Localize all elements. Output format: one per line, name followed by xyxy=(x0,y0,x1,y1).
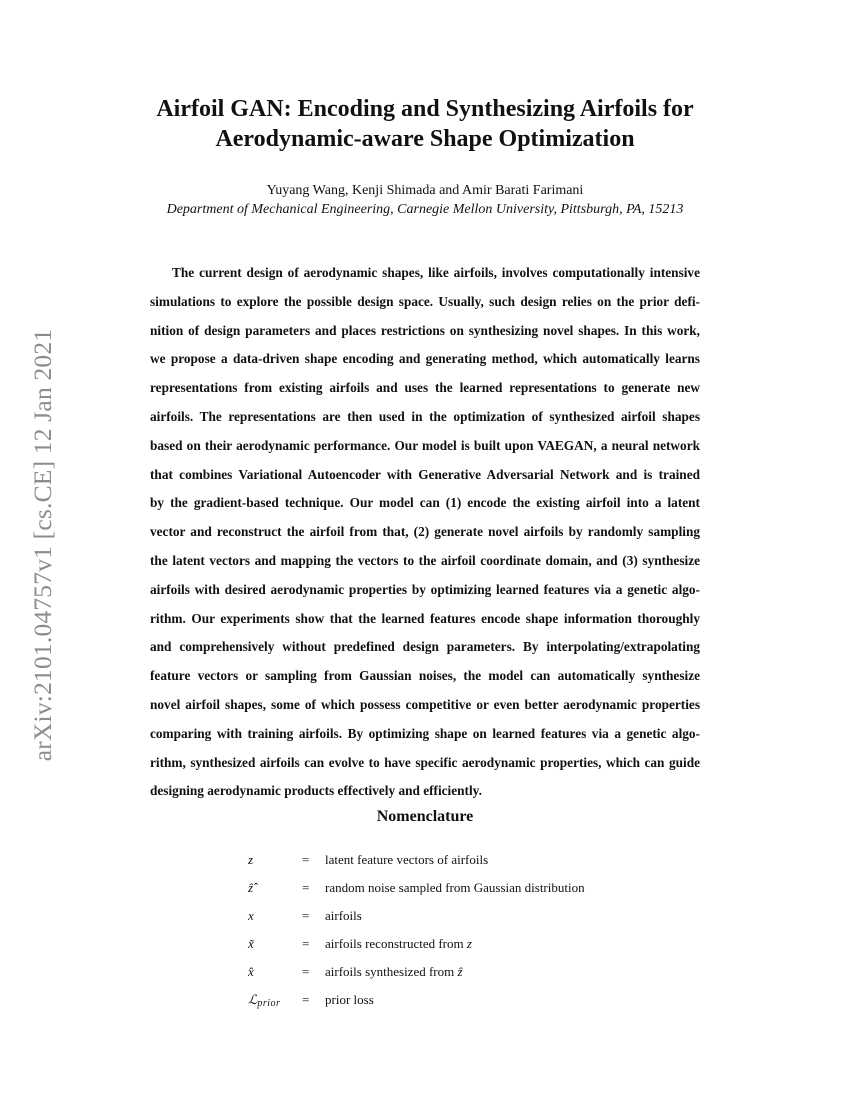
equals-sign: = xyxy=(302,852,310,867)
abstract-line: nition of design parameters and places restrictions on synthesizing novel shapes. In this work, xyxy=(150,322,700,338)
nomenclature-row xyxy=(248,879,668,907)
abstract-line: designing aerodynamic products effectively and efficiently. xyxy=(150,783,482,799)
arxiv-identifier: arXiv:2101.04757v1 [cs.CE] 12 Jan 2021 xyxy=(28,328,57,762)
abstract-line: comparing with training airfoils. By optimizing shape on learned features via a genetic algo- xyxy=(150,725,700,741)
nomenclature-description: latent feature vectors of airfoils xyxy=(325,852,489,867)
abstract xyxy=(150,259,700,806)
equals-sign: = xyxy=(302,964,310,979)
nomenclature-description: random noise sampled from Gaussian distribution xyxy=(325,880,585,895)
nomenclature-table xyxy=(248,851,668,1019)
affiliation: Department of Mechanical Engineering, Carnegie Mellon University, Pittsburgh, PA, 15213 xyxy=(166,202,684,217)
abstract-line: based on their aerodynamic performance. Our model is built upon VAEGAN, a neural network xyxy=(150,437,700,453)
title-line-1: Airfoil GAN: Encoding and Synthesizing Airfoils for xyxy=(156,96,694,122)
equals-sign: = xyxy=(302,908,310,923)
abstract-line: rithm. Our experiments show that the learned features encode shape information thoroughly xyxy=(150,610,700,626)
nomenclature-symbol: ẑ̂ xyxy=(248,880,254,895)
nomenclature-description: prior loss xyxy=(325,992,374,1007)
abstract-line: The current design of aerodynamic shapes, like airfoils, involves computationally intensive xyxy=(172,265,700,280)
nomenclature-row xyxy=(248,851,668,879)
nomenclature-description xyxy=(325,963,463,981)
nomenclature-description: airfoils xyxy=(325,908,362,923)
abstract-line: vector and reconstruct the airfoil from that, (2) generate novel airfoils by randomly sampling xyxy=(150,524,700,540)
description-variable: ẑ xyxy=(457,964,463,979)
description-text: airfoils reconstructed from xyxy=(325,936,464,951)
abstract-line: the latent vectors and mapping the vectors to the airfoil coordinate domain, and (3) synthesize xyxy=(150,552,700,568)
abstract-line: airfoils. The representations are then used in the optimization of synthesized airfoil shapes xyxy=(150,408,700,424)
author-list: Yuyang Wang, Kenji Shimada and Amir Barati Farimani xyxy=(266,183,584,198)
abstract-line: novel airfoil shapes, some of which possess competitive or even better aerodynamic properties xyxy=(150,696,700,712)
abstract-line: we propose a data-driven shape encoding and generating method, which automatically learns xyxy=(150,351,700,367)
nomenclature-symbol xyxy=(248,991,280,1013)
title-line-2: Aerodynamic-aware Shape Optimization xyxy=(215,126,635,152)
abstract-line: rithm, synthesized airfoils can evolve to have specific aerodynamic properties, which can guide xyxy=(150,754,700,770)
paper-title xyxy=(100,94,750,154)
nomenclature-heading: Nomenclature xyxy=(376,808,474,825)
abstract-line: feature vectors or sampling from Gaussian noises, the model can automatically synthesize xyxy=(150,668,700,684)
abstract-line: and comprehensively without predefined design parameters. By interpolating/extrapolating xyxy=(150,639,700,655)
equals-sign: = xyxy=(302,992,310,1007)
nomenclature-symbol: x xyxy=(248,908,254,923)
nomenclature-row xyxy=(248,935,668,963)
nomenclature-row xyxy=(248,991,668,1019)
nomenclature-row xyxy=(248,907,668,935)
nomenclature-description xyxy=(325,935,472,953)
equals-sign: = xyxy=(302,880,310,895)
nomenclature-symbol: x̂ xyxy=(248,964,254,979)
nomenclature-symbol: x̃ xyxy=(248,936,254,951)
abstract-line: airfoils with desired aerodynamic properties by optimizing learned features via a genetic algo- xyxy=(150,581,700,597)
equals-sign: = xyxy=(302,936,310,951)
description-text: airfoils synthesized from xyxy=(325,964,455,979)
abstract-line: by the gradient-based technique. Our model can (1) encode the existing airfoil into a latent xyxy=(150,495,700,511)
loss-symbol: ℒ xyxy=(248,992,258,1007)
abstract-line: that combines Variational Autoencoder with Generative Adversarial Network and is trained xyxy=(150,466,700,482)
nomenclature-row xyxy=(248,963,668,991)
abstract-line: simulations to explore the possible design space. Usually, such design relies on the prior defi- xyxy=(150,293,700,309)
abstract-line: representations from existing airfoils and uses the learned representations to generate new xyxy=(150,380,700,396)
description-variable: z xyxy=(466,936,472,951)
loss-subscript: prior xyxy=(257,998,281,1009)
nomenclature-symbol: z xyxy=(248,852,254,867)
